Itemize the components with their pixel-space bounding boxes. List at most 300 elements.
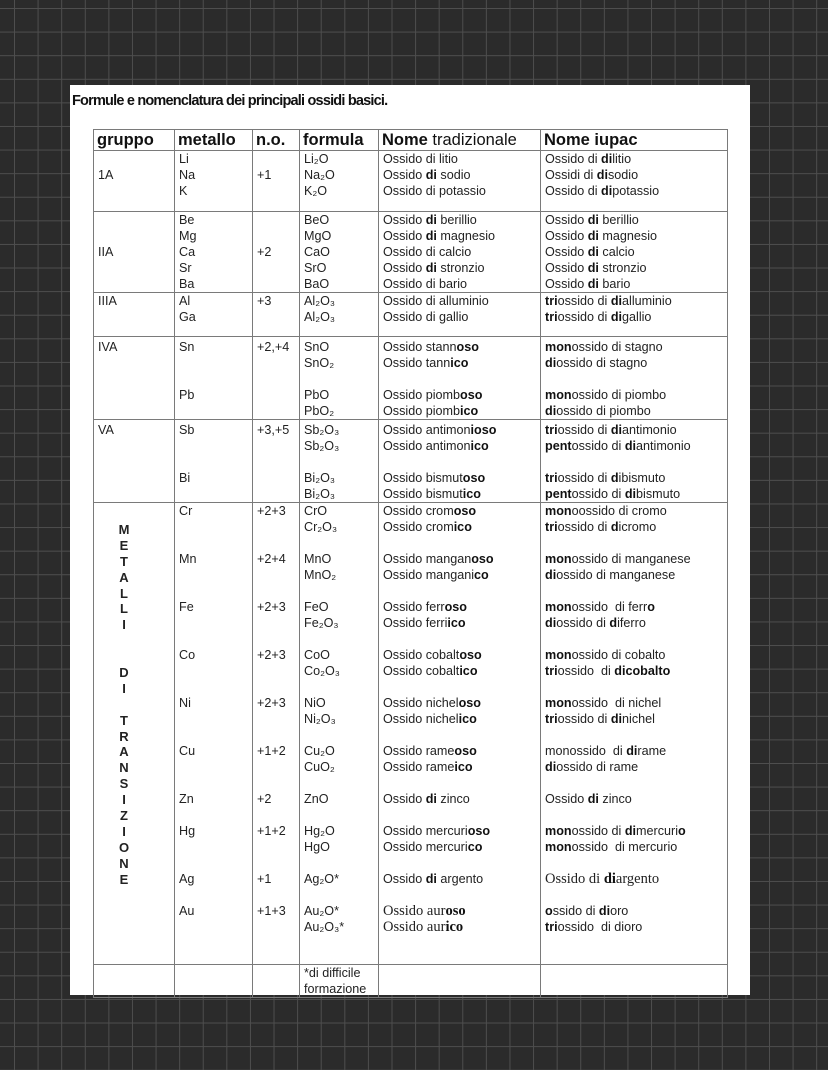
bold-text: mon [545, 388, 572, 402]
table-line [545, 775, 723, 791]
text: Ossido [383, 792, 426, 806]
text: Ossido antimon [383, 423, 471, 437]
bold-text: d [609, 616, 618, 630]
table-line: Cu₂O [304, 744, 335, 758]
group-cell [94, 212, 175, 293]
table-line [545, 339, 723, 355]
table-section [94, 293, 728, 337]
table-line: Cr [179, 504, 193, 518]
table-line [179, 631, 248, 647]
table-line [545, 679, 723, 695]
bold-text: oso [458, 696, 481, 710]
vertical-letter: O [118, 839, 130, 855]
table-line [179, 839, 248, 855]
table-line [257, 470, 295, 486]
table-line [545, 167, 723, 183]
table-line [257, 309, 295, 325]
iupac-name-cell [541, 293, 728, 337]
table-line: Au₂O* [304, 904, 339, 918]
bold-text: di [601, 184, 613, 198]
table-line: +2+3 [257, 648, 286, 662]
table-line [257, 519, 295, 535]
table-line [545, 276, 723, 292]
table-line [383, 759, 536, 775]
iupac-name-cell [541, 337, 728, 420]
table-line [383, 599, 536, 615]
table-line [383, 293, 536, 309]
text: alluminio [622, 294, 672, 308]
table-line [257, 276, 295, 292]
table-line: Mn [179, 552, 197, 566]
bold-text: di [598, 904, 611, 918]
text: ossido di nichel [571, 696, 662, 710]
table-line [257, 887, 295, 903]
table-line: +1+3 [257, 904, 286, 918]
table-line [98, 965, 170, 981]
table-line [304, 727, 374, 743]
group-cell [94, 503, 175, 965]
table-line: CoO [304, 648, 330, 662]
table-line [383, 615, 536, 631]
bold-text: mon [545, 648, 572, 662]
text: Ossido tann [383, 356, 451, 370]
text: ossido di [557, 310, 611, 324]
table-line [545, 599, 723, 615]
table-line [545, 855, 723, 871]
table-line [545, 791, 723, 807]
table-line [257, 403, 295, 419]
bold-text: tri [545, 664, 558, 678]
table-line [179, 679, 248, 695]
table-line [383, 422, 536, 438]
formula-cell [300, 293, 379, 337]
vertical-letter: M [118, 522, 130, 537]
table-line [545, 615, 723, 631]
table-line: +1 [257, 168, 272, 182]
table-line [383, 695, 536, 711]
bold-text: di [610, 712, 623, 726]
table-line [383, 535, 536, 551]
text: Ossido crom [383, 504, 454, 518]
metal-cell [175, 420, 253, 503]
text: Ossido rame [383, 760, 455, 774]
text: Ossido aur [383, 903, 446, 919]
table-line: +1+2 [257, 744, 286, 758]
text: sodio [608, 168, 639, 182]
vertical-letter: A [119, 744, 129, 760]
bold-text: dicobalto [614, 664, 671, 678]
table-line [98, 903, 170, 919]
group-cell [94, 293, 175, 337]
table-line [98, 807, 170, 823]
formula-cell [300, 337, 379, 420]
text: Ossido di alluminio [383, 294, 489, 308]
bold-text: ico [454, 760, 473, 774]
table-line [545, 309, 723, 325]
table-line [545, 711, 723, 727]
table-line [383, 387, 536, 403]
text: potassio [612, 184, 660, 198]
header-metallo [175, 130, 253, 151]
header-oxidation-number [253, 130, 300, 151]
bold-text: di [624, 824, 637, 838]
text: ossido di manganese [571, 552, 691, 566]
table-line: MgO [304, 229, 332, 243]
text: Ossido [545, 792, 588, 806]
bold-text: Nome iupac [544, 130, 638, 149]
table-line: Cr₂O₃ [304, 520, 338, 534]
table-line [257, 228, 295, 244]
table-line [257, 371, 295, 387]
table-line [98, 212, 170, 228]
text: Ossido di [545, 152, 601, 166]
table-line [304, 775, 374, 791]
table-line [257, 631, 295, 647]
table-line [383, 371, 536, 387]
text: ossido di manganese [556, 568, 676, 582]
text: argento [436, 872, 484, 886]
group-cell [94, 151, 175, 212]
table-line [383, 887, 536, 903]
bold-text: pent [545, 487, 572, 501]
table-line [545, 807, 723, 823]
metal-cell [175, 337, 253, 420]
text: gallio [622, 310, 652, 324]
vertical-letter: R [119, 728, 129, 744]
table-line: +2+3 [257, 696, 286, 710]
table-line [98, 470, 170, 486]
table-line: HgO [304, 840, 330, 854]
bold-text: mon [545, 824, 572, 838]
table-line [304, 583, 374, 599]
bold-text: di [425, 261, 437, 275]
table-line: Ni₂O₃ [304, 712, 336, 726]
text: zinco [598, 792, 632, 806]
table-line [545, 503, 723, 519]
table-line: Hg₂O [304, 824, 335, 838]
table-line [545, 387, 723, 403]
bold-text: di [624, 439, 637, 453]
formula-cell [300, 503, 379, 965]
bold-text: tri [545, 294, 558, 308]
table-line: *di difficile [304, 966, 361, 980]
bold-text: di [425, 229, 437, 243]
table-line: Sb₂O₃ [304, 423, 340, 437]
bold-text: oso [456, 340, 479, 354]
table-line [257, 855, 295, 871]
table-line [98, 727, 170, 743]
table-line [257, 567, 295, 583]
bold-text: mon [545, 840, 572, 854]
table-line [383, 183, 536, 199]
table-line [383, 743, 536, 759]
traditional-name-cell [379, 293, 541, 337]
table-line [98, 839, 170, 855]
table-line [179, 981, 248, 997]
table-line [98, 871, 170, 887]
table-section [94, 420, 728, 503]
text: sodio [436, 168, 471, 182]
table-line [383, 151, 536, 167]
iupac-name-cell [541, 151, 728, 212]
table-line [179, 454, 248, 470]
table-line [383, 583, 536, 599]
table-line: Li₂O [304, 152, 329, 166]
bold-text: co [467, 840, 483, 854]
iupac-name-cell [541, 212, 728, 293]
bold-text: tri [545, 471, 558, 485]
text: Ossido ferri [383, 616, 448, 630]
table-line [179, 919, 248, 935]
table-line [98, 981, 170, 997]
table-line [545, 583, 723, 599]
table-line [257, 727, 295, 743]
table-line [383, 454, 536, 470]
table-line: Au₂O₃* [304, 920, 345, 934]
metal-cell [175, 503, 253, 965]
bold-text: ico [453, 520, 472, 534]
table-line [257, 807, 295, 823]
table-line [545, 695, 723, 711]
table-line: +1 [257, 872, 272, 886]
text: Ossido di [545, 184, 601, 198]
table-line: FeO [304, 600, 329, 614]
formula-cell [300, 420, 379, 503]
table-line: Co [179, 648, 196, 662]
text: ossido di dioro [557, 920, 643, 934]
vertical-letter [116, 649, 132, 665]
bold-text: di [587, 245, 599, 259]
bold-text: di [624, 487, 637, 501]
bold-text: oso [453, 504, 477, 518]
table-line [98, 599, 170, 615]
vertical-letter: I [122, 792, 126, 808]
table-line [545, 727, 723, 743]
table-line [257, 387, 295, 403]
table-line [98, 679, 170, 695]
table-line: MnO [304, 552, 332, 566]
table-line [98, 823, 170, 839]
text: Ossido [383, 213, 426, 227]
table-line: Li [179, 152, 189, 166]
header-gruppo [94, 130, 175, 151]
formula-cell [300, 965, 379, 998]
text: Ossido di [545, 871, 604, 887]
text: ossido di rame [556, 760, 639, 774]
bold-text: oso [462, 471, 486, 485]
table-line: Co₂O₃ [304, 664, 340, 678]
oxidation-number-cell [253, 337, 300, 420]
text: Ossido [545, 245, 588, 259]
table-line [383, 403, 536, 419]
bold-text: di [626, 744, 638, 758]
iupac-name-cell [541, 420, 728, 503]
table-line [545, 403, 723, 419]
bold-text: tri [545, 520, 558, 534]
table-line: VA [98, 423, 114, 437]
table-line [383, 855, 536, 871]
table-line [98, 503, 170, 519]
table-line: Bi₂O₃ [304, 471, 336, 485]
oxidation-number-cell [253, 151, 300, 212]
table-line: IVA [98, 340, 118, 354]
table-line [545, 183, 723, 199]
table-line: Fe [179, 600, 194, 614]
bold-text: oso [460, 388, 483, 402]
table-line [545, 355, 723, 371]
table-line [383, 167, 536, 183]
table-line: +2,+4 [257, 340, 290, 354]
table-line [98, 647, 170, 663]
table-line [383, 260, 536, 276]
bold-text: ico [447, 616, 466, 630]
table-line [383, 519, 536, 535]
table-line [257, 615, 295, 631]
table-line [98, 151, 170, 167]
text: ossido di piombo [571, 388, 667, 402]
table-line: IIA [98, 245, 114, 259]
table-line [179, 663, 248, 679]
text: antimonio [636, 439, 691, 453]
metal-cell [175, 965, 253, 998]
table-line: Sn [179, 340, 195, 354]
table-line [257, 355, 295, 371]
table-line [545, 823, 723, 839]
vertical-letter: S [119, 776, 129, 792]
table-line [179, 807, 248, 823]
oxides-table [93, 129, 728, 998]
text: ossido di ferr [571, 600, 648, 614]
bold-text: tri [545, 712, 558, 726]
table-line [383, 486, 536, 502]
text: Ossido [545, 229, 588, 243]
bold-text: di [587, 792, 599, 806]
table-line: K [179, 184, 188, 198]
table-line [545, 151, 723, 167]
text: ossido di [557, 712, 611, 726]
table-line [98, 551, 170, 567]
text: antimonio [622, 423, 677, 437]
table-line [545, 470, 723, 486]
vertical-group-label [116, 522, 132, 887]
table-line: Hg [179, 824, 196, 838]
table-line: Ca [179, 245, 196, 259]
table-line [98, 535, 170, 551]
table-line [257, 212, 295, 228]
text: stronzio [598, 261, 647, 275]
vertical-letter: E [119, 537, 129, 553]
table-line: +1+2 [257, 824, 286, 838]
table-line [257, 151, 295, 167]
bold-text: formula [303, 130, 364, 149]
vertical-letter: E [119, 871, 129, 887]
text: calcio [598, 245, 635, 259]
text: Ossido ferr [383, 600, 445, 614]
table-line [98, 919, 170, 935]
bold-text: oso [444, 600, 467, 614]
table-line [545, 422, 723, 438]
text: bismuto [636, 487, 681, 501]
header-traditional-name [379, 130, 541, 151]
bold-text: o [678, 824, 686, 838]
table-line [545, 260, 723, 276]
bold-text: tri [545, 423, 558, 437]
table-line [545, 371, 723, 387]
vertical-letter: N [119, 855, 129, 871]
table-line [98, 387, 170, 403]
text: Ossido bismut [383, 471, 463, 485]
table-line [179, 615, 248, 631]
table-line: Na [179, 168, 196, 182]
table-line: +2 [257, 792, 272, 806]
table-line [304, 631, 374, 647]
vertical-letter: T [120, 553, 128, 569]
bold-text: mon [545, 552, 572, 566]
table-line: Ag [179, 872, 195, 886]
vertical-letter: N [119, 760, 129, 776]
table-line: +2 [257, 245, 272, 259]
text: Ossido di potassio [383, 184, 486, 198]
bold-text: d [610, 520, 619, 534]
table-line: Au [179, 904, 195, 918]
table-line: 1A [98, 168, 114, 182]
table-line [545, 965, 723, 981]
table-line [383, 355, 536, 371]
oxidation-number-cell [253, 965, 300, 998]
bold-text: oso [467, 824, 491, 838]
table-line [383, 711, 536, 727]
text: iferro [617, 616, 646, 630]
bold-text: ico [459, 664, 478, 678]
table-line [383, 212, 536, 228]
bold-text: di [587, 261, 599, 275]
table-line [545, 981, 723, 997]
page-title: Formule e nomenclatura dei principali ossidi basici. [72, 93, 388, 109]
table-line: IIIA [98, 294, 117, 308]
text: ossido di [571, 439, 625, 453]
bold-text: di [425, 213, 437, 227]
table-line: BaO [304, 277, 330, 291]
table-line [257, 663, 295, 679]
table-line [257, 454, 295, 470]
text: Ossido mangani [383, 568, 475, 582]
text: ossido di [557, 520, 611, 534]
table-line: formazione [304, 982, 367, 996]
text: ossido di mercurio [571, 840, 678, 854]
table-line [98, 438, 170, 454]
table-line [98, 791, 170, 807]
text: ossido di cobalto [571, 648, 666, 662]
table-line [383, 228, 536, 244]
formula-cell [300, 151, 379, 212]
traditional-name-cell [379, 337, 541, 420]
table-line [304, 454, 374, 470]
bold-text: gruppo [97, 130, 154, 149]
table-line [383, 647, 536, 663]
table-line [383, 339, 536, 355]
header-iupac-name [541, 130, 728, 151]
text: Ossido [383, 261, 426, 275]
table-line [383, 438, 536, 454]
table-line [545, 454, 723, 470]
bold-text: di [610, 294, 623, 308]
table-line [383, 919, 536, 935]
table-line [383, 965, 536, 981]
table-line [257, 535, 295, 551]
bold-text: d [610, 471, 619, 485]
bold-text: di [601, 152, 613, 166]
bold-text: oso [459, 648, 482, 662]
